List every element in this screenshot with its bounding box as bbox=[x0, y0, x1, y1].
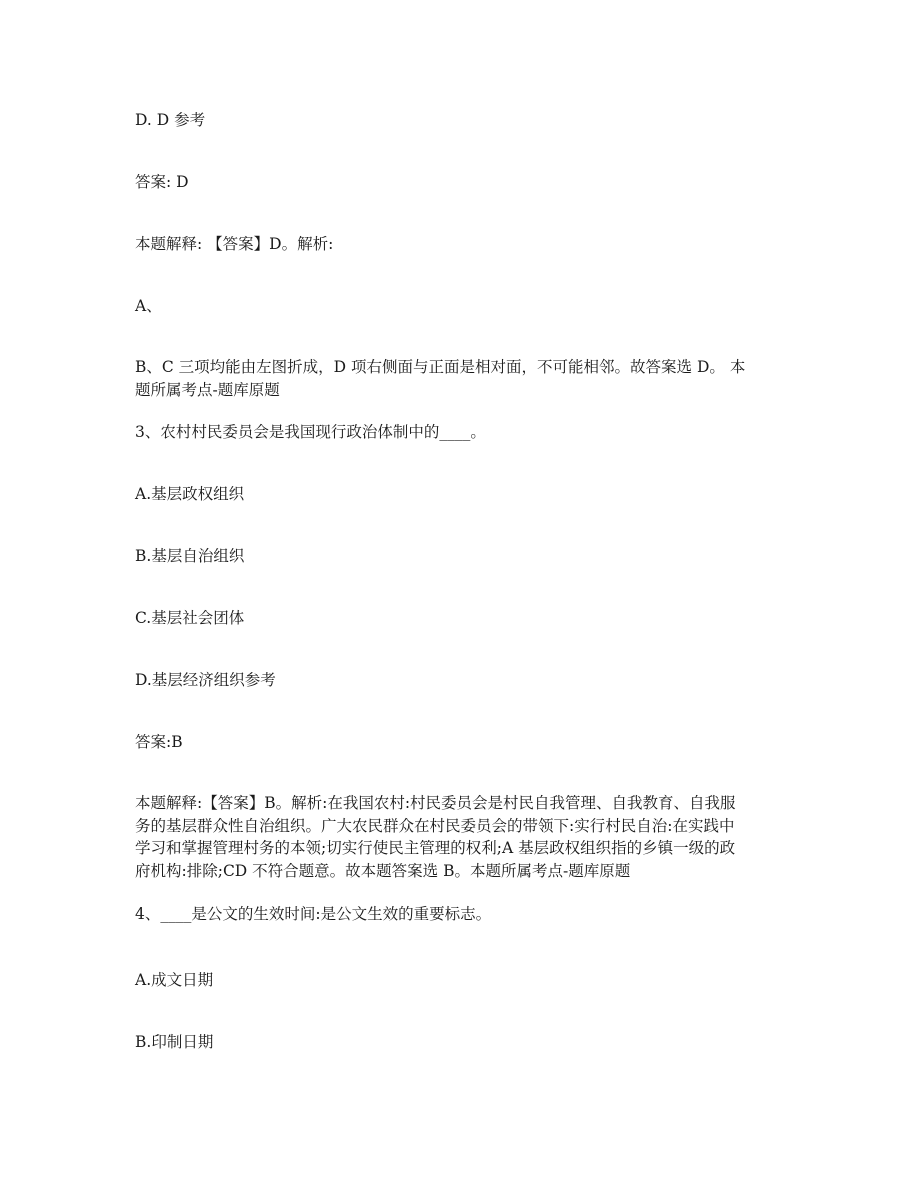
q2-option-d: D. D 参考 bbox=[135, 111, 206, 129]
q2-explanation-b-line: B、C 三项均能由左图折成，D 项右侧面与正面是相对面，不可能相邻。故答案选 D。 本 bbox=[135, 358, 746, 376]
q4-question: 4、____是公文的生效时间:是公文生效的重要标志。 bbox=[135, 905, 492, 923]
q3-explanation-line: 务的基层群众性自治组织。广大农民群众在村民委员会的带领下:实行村民自治:在实践中 bbox=[135, 816, 735, 835]
q2-explanation-b-line: 题所属考点-题库原题 bbox=[135, 380, 280, 399]
q3-explanation-line: 本题解释:【答案】B。解析:在我国农村:村民委员会是村民自我管理、自我教育、自我服 bbox=[135, 794, 736, 812]
q3-answer: 答案:B bbox=[135, 733, 183, 751]
q3-explanation-line: 府机构:排除;CD 不符合题意。故本题答案选 B。本题所属考点-题库原题 bbox=[135, 861, 631, 880]
q3-explanation-line: 学习和掌握管理村务的本领;切实行使民主管理的权利;A 基层政权组织指的乡镇一级的政 bbox=[135, 839, 736, 857]
q3-explanation bbox=[135, 792, 775, 882]
q3-question: 3、农村村民委员会是我国现行政治体制中的____。 bbox=[135, 423, 486, 441]
q2-explanation-a: A、 bbox=[135, 297, 162, 315]
q3-option-a: A.基层政权组织 bbox=[135, 485, 245, 503]
q4-option-a: A.成文日期 bbox=[135, 971, 214, 989]
q3-option-d: D.基层经济组织参考 bbox=[135, 671, 276, 689]
q3-option-b: B.基层自治组织 bbox=[135, 547, 245, 565]
q4-option-b: B.印制日期 bbox=[135, 1033, 214, 1051]
q2-explanation-b bbox=[135, 356, 775, 401]
q2-answer: 答案: D bbox=[135, 173, 189, 191]
q2-explanation-header: 本题解释: 【答案】D。解析: bbox=[135, 235, 334, 253]
q3-option-c: C.基层社会团体 bbox=[135, 609, 245, 627]
